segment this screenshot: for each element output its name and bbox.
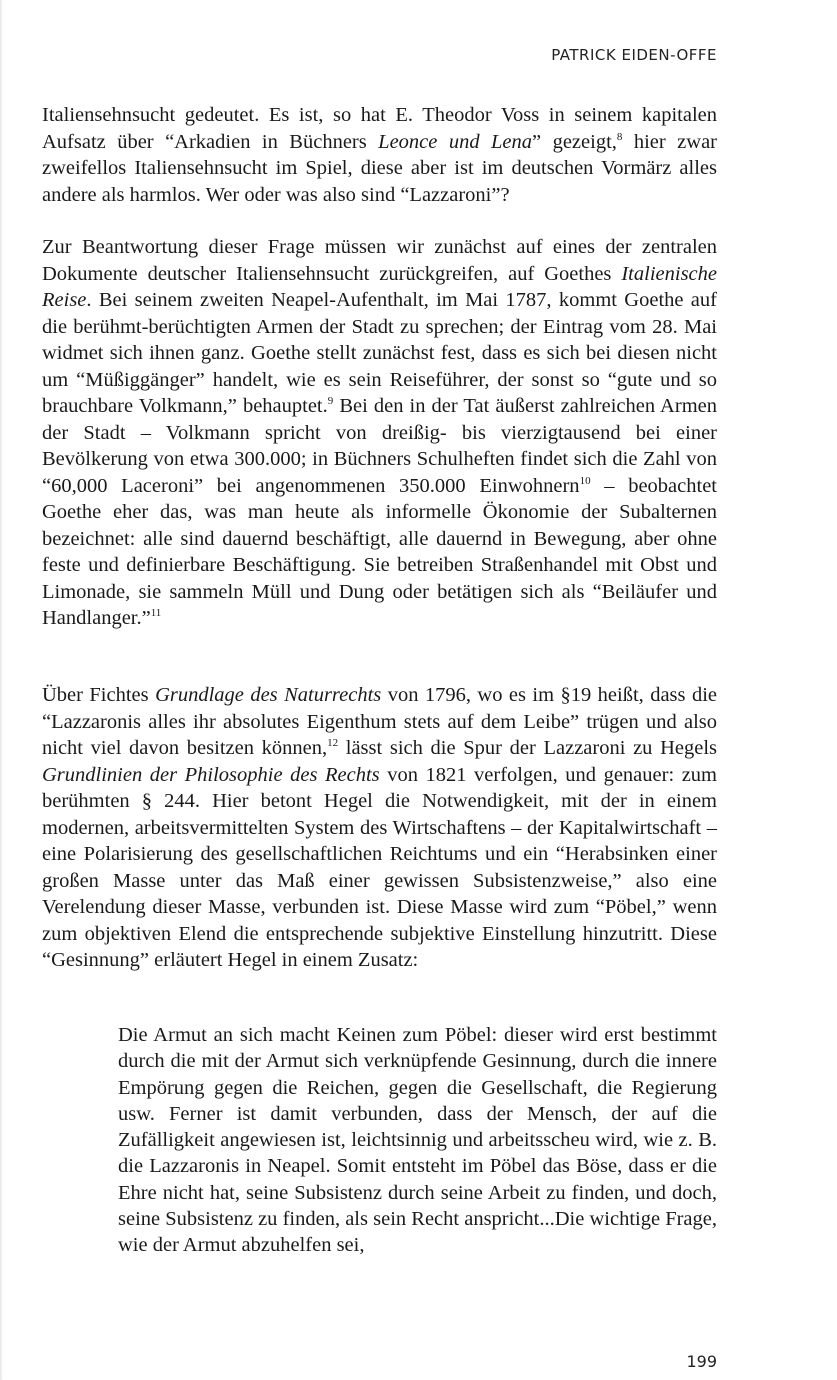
page-number: 199 — [686, 1352, 717, 1371]
paragraph-3 — [42, 682, 717, 974]
text-span: ” gezeigt, — [532, 130, 617, 153]
footnote-ref: 12 — [327, 737, 339, 750]
footnote-ref: 10 — [579, 474, 591, 487]
footnote-ref: 11 — [150, 607, 162, 620]
paragraph-2 — [42, 234, 717, 632]
italic-title: Italienische Reise — [42, 262, 717, 311]
paragraph-1 — [42, 102, 717, 208]
text-span: Bei den in der Tat äußerst zahlreichen Armen der Stadt – Volkmann spricht von dreißig- bis vierzigtausend bei einer Bevölkerung von etwa 300.000; in Büchners Schulheften findet sich die Zahl von “60,000 Laceroni” bei angenommenen 350.000 Einwohnern — [42, 395, 717, 497]
text-span: Über Fichtes — [42, 684, 156, 706]
italic-title: Grundlinien der Philosophie des Rechts — [42, 763, 380, 786]
running-header: PATRICK EIDEN-OFFE — [551, 46, 717, 64]
text-span: hier zwar zweifellos Italiensehnsucht im Spiel, diese aber ist im deutschen Vormärz alles andere als harmlos. Wer oder was also sind “Lazzaroni”? — [42, 130, 718, 206]
text-span: Italiensehnsucht gedeutet. Es ist, so hat E. Theodor Voss in seinem kapitalen Aufsatz über “Arkadien in Büchners — [42, 104, 717, 153]
text-span: Zur Beantwortung dieser Frage müssen wir zunächst auf eines der zentralen Dokumente deutscher Italiensehnsucht zurückgreifen, auf Goethes — [42, 236, 717, 285]
footnote-ref: 8 — [616, 130, 623, 143]
text-span: von 1796, wo es im §19 heißt, dass die “Lazzaronis alles ihr absolutes Eigenthum stets auf dem Leibe” trügen und also nicht viel davon besitzen können, — [42, 684, 717, 759]
italic-title: Grundlage des Naturrechts — [155, 684, 382, 706]
italic-title: Leonce und Lena — [378, 130, 533, 153]
text-span: von 1821 verfolgen, und genauer: zum berühmten § 244. Hier betont Hegel die Notwendigkeit, mit der in einem modernen, arbeitsvermittelten System des Wirtschaftens – der Kapitalwirtschaft – eine Polarisierung des gesellschaftlichen Reichtums und ein “Herabsinken einer großen Masse unter das Maß einer gewissen Subsistenzweise,” also eine Verelendung dieser Masse, verbunden ist. Diese Masse wird zum “Pöbel,” wenn zum objektiven Elend die entsprechende subjektive Einstellung hinzutritt. Diese “Gesinnung” erläutert Hegel in einem Zusatz: — [42, 763, 717, 971]
footnote-ref: 9 — [327, 395, 334, 408]
text-span: – beobachtet Goethe eher das, was man heute als informelle Ökonomie der Subalternen bezeichnet: alle sind dauernd beschäftigt, alle dauernd in Bewegung, aber ohne feste und definierbare Beschäftigung. Sie betreiben Straßenhandel mit Obst und Limonade, sie sammeln Müll und Dung oder betätigen sich als “Beiläufer und Handlanger.” — [42, 474, 717, 629]
page-edge — [0, 0, 3, 1380]
text-span: . Bei seinem zweiten Neapel-Aufenthalt, im Mai 1787, kommt Goethe auf die berühmt-berüchtigten Armen der Stadt zu sprechen; der Eintrag vom 28. Mai widmet sich ihnen ganz. Goethe stellt zunächst fest, dass es sich bei diesen nicht um “Müßiggänger” handelt, wie es sein Reiseführer, der sonst so “gute und so brauchbare Volkmann,” behauptet. — [42, 289, 717, 417]
text-span: lässt sich die Spur der Lazzaroni zu Hegels — [338, 737, 717, 759]
block-quote: Die Armut an sich macht Keinen zum Pöbel: dieser wird erst bestimmt durch die mit der Armut sich verknüpfende Gesinnung, durch die innere Empörung gegen die Reichen, gegen die Gesellschaft, die Regierung usw. Ferner ist damit verbunden, dass der Mensch, der auf die Zufälligkeit angewiesen ist, leichtsinnig und arbeitsscheu wird, wie z. B. die Lazzaronis in Neapel. Somit entsteht im Pöbel das Böse, dass er die Ehre nicht hat, seine Subsistenz durch seine Arbeit zu finden, und doch, seine Subsistenz zu finden, als sein Recht anspricht...Die wichtige Frage, wie der Armut abzuhelfen sei, — [118, 1024, 717, 1257]
